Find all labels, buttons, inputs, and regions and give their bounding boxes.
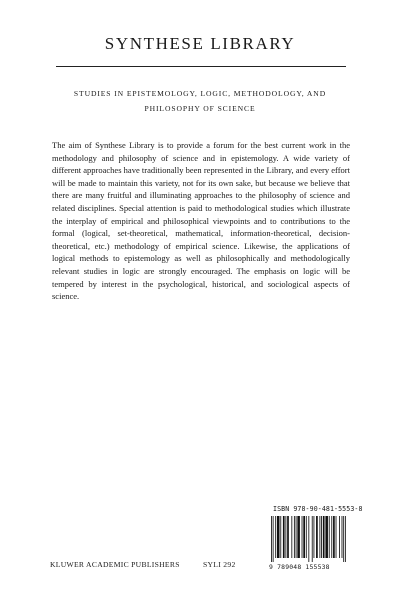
subtitle-line-1: STUDIES IN EPISTEMOLOGY, LOGIC, METHODOLOGY, AND — [73, 89, 327, 98]
barcode-bar — [306, 516, 307, 558]
barcode-bar — [302, 516, 303, 558]
barcode-bar — [333, 516, 335, 558]
series-description: The aim of Synthese Library is to provide a forum for the best current work in the methodology and philosophy of science and in epistemology. A wide variety of different approaches have traditionally been represented in the Library, and every effort will be made to maintain this variety, not for its own sake, but because we believe that there are many fruitful and illuminating approaches to the philosophy of science and related disciplines. Special attention is paid to methodological studies which illustrate the interplay of empirical and philosophical viewpoints and to contributions to the formal (logical, set-theoretical, mathematical, information-theoretical, decision-theoretical, etc.) methodology of empirical science. Likewise, the applications of logical methods to epistemology as well as philosophically and methodologically relevant studies in logic are strongly encouraged. The emphasis on logic will be tempered by interest in the psychological, historical, and sociological aspects of science. — [52, 140, 350, 302]
barcode-bar — [314, 516, 315, 558]
barcode-bar — [321, 516, 322, 558]
barcode-bar — [308, 516, 309, 562]
barcode-bar — [316, 516, 318, 558]
series-code: SYLI 292 — [203, 560, 236, 569]
barcode-bar — [280, 516, 281, 558]
barcode-bar — [342, 516, 343, 558]
barcode-bar — [329, 516, 330, 558]
barcode-bar — [277, 516, 280, 558]
barcode-bar — [296, 516, 297, 558]
barcode-bar — [271, 516, 272, 562]
barcode-bar — [319, 516, 320, 558]
barcode-digits: 9 789048 155538 — [269, 563, 330, 571]
barcode-bars — [269, 516, 355, 562]
barcode-bar — [291, 516, 292, 558]
barcode-bar — [285, 516, 286, 558]
title-rule — [56, 66, 346, 67]
barcode-bar — [312, 516, 313, 562]
barcode-bar — [303, 516, 305, 558]
barcode-bar — [287, 516, 289, 558]
subtitle-line-2: PHILOSOPHY OF SCIENCE — [144, 104, 256, 113]
isbn-label: ISBN 978-90-481-5553-8 — [273, 505, 363, 513]
barcode-bar — [283, 516, 285, 558]
barcode-bar — [325, 516, 328, 558]
barcode-bar — [339, 516, 340, 558]
barcode-bar — [343, 516, 344, 562]
barcode-bar — [336, 516, 337, 558]
series-title: SYNTHESE LIBRARY — [104, 34, 296, 53]
barcode-bar — [297, 516, 300, 558]
barcode-bar — [275, 516, 276, 558]
series-subtitle — [60, 86, 340, 116]
barcode-bar — [323, 516, 325, 558]
barcode-image — [269, 516, 355, 562]
barcode-bar — [294, 516, 295, 558]
barcode-bar — [345, 516, 346, 562]
barcode-bar — [331, 516, 332, 558]
publisher-name: KLUWER ACADEMIC PUBLISHERS — [50, 560, 180, 569]
barcode-bar — [273, 516, 274, 562]
